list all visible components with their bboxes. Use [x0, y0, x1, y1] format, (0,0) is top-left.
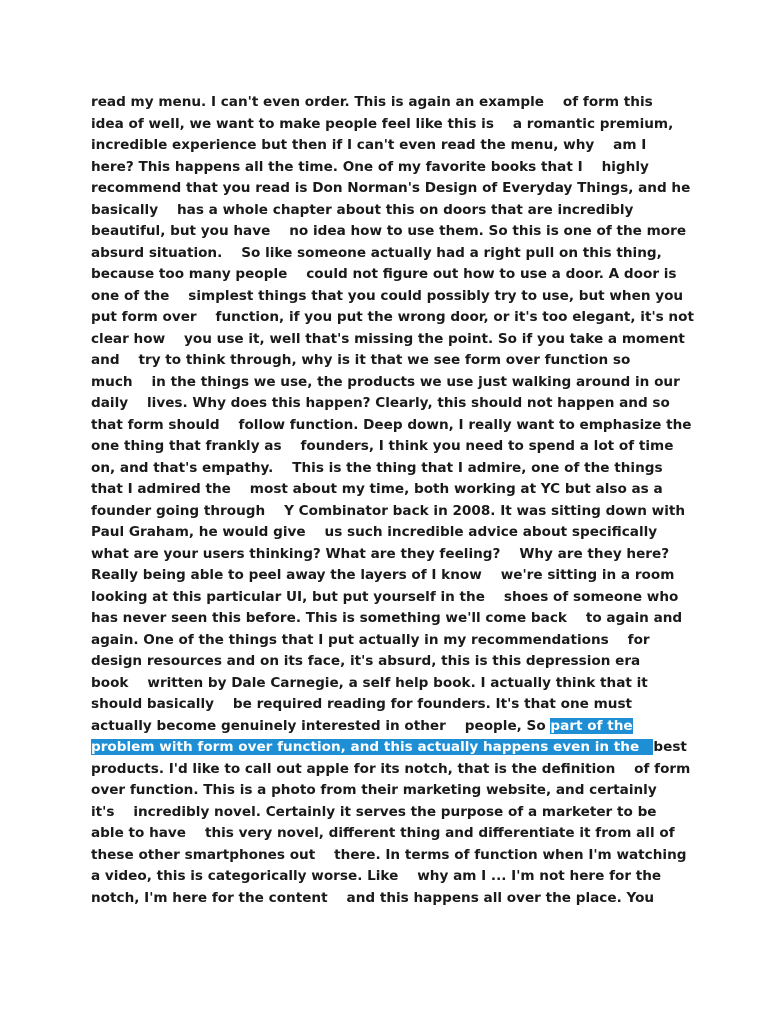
text-line	[91, 802, 691, 824]
text-line	[91, 178, 691, 200]
text-line	[91, 888, 691, 910]
text-line	[91, 157, 691, 179]
text-run: put form over function, if you put the wrong door, or it's too elegant, it's not	[91, 309, 694, 325]
text-run: best	[653, 739, 687, 755]
text-line	[91, 780, 691, 802]
highlighted-text: part of the	[550, 717, 633, 734]
text-run: again. One of the things that I put actually in my recommendations for	[91, 631, 650, 648]
text-line	[91, 673, 691, 695]
text-run: able to have this very novel, different thing and differentiate it from all of	[91, 825, 675, 841]
text-line	[91, 737, 691, 759]
text-run: these other smartphones out there. In terms of function when I'm watching	[91, 846, 687, 863]
text-run: recommend that you read is Don Norman's Design of Everyday Things, and he	[91, 180, 691, 196]
text-line	[91, 436, 691, 458]
text-line	[91, 114, 691, 136]
text-run: products. I'd like to call out apple for its notch, that is the definition of form	[91, 760, 691, 777]
text-run: it's incredibly novel. Certainly it serves the purpose of a marketer to be	[91, 803, 657, 820]
text-run: one of the simplest things that you could possibly try to use, but when you	[91, 287, 684, 304]
text-run: that I admired the most about my time, both working at YC but also as a	[91, 481, 663, 497]
text-run: read my menu. I can't even order. This is again an example of form this	[91, 94, 653, 110]
text-line	[91, 587, 691, 609]
text-line	[91, 694, 691, 716]
text-run: Paul Graham, he would give us such incredible advice about specifically	[91, 524, 658, 540]
text-run: daily lives. Why does this happen? Clearly, this should not happen and so	[91, 395, 670, 411]
text-line	[91, 393, 691, 415]
text-line	[91, 92, 691, 114]
text-run: has never seen this before. This is something we'll come back to again and	[91, 610, 683, 626]
text-run: incredible experience but then if I can't even read the menu, why am I	[91, 137, 647, 153]
text-run: absurd situation. So like someone actually had a right pull on this thing,	[91, 244, 662, 261]
text-line	[91, 866, 691, 888]
text-run: design resources and on its face, it's absurd, this is this depression era	[91, 653, 641, 669]
text-line	[91, 372, 691, 394]
text-run: a video, this is categorically worse. Like why am I ... I'm not here for the	[91, 868, 662, 884]
highlighted-text: problem with form over function, and this actually happens even in the	[91, 739, 654, 755]
text-run: one thing that frankly as founders, I think you need to spend a lot of time	[91, 438, 674, 454]
text-line	[91, 329, 691, 351]
text-line	[91, 823, 691, 845]
text-line	[91, 221, 691, 243]
text-line	[91, 350, 691, 372]
text-line	[91, 200, 691, 222]
text-run: looking at this particular UI, but put yourself in the shoes of someone who	[91, 588, 679, 605]
text-run: over function. This is a photo from their marketing website, and certainly	[91, 782, 657, 798]
text-run: founder going through Y Combinator back in 2008. It was sitting down with	[91, 502, 686, 519]
text-run: that form should follow function. Deep down, I really want to emphasize the	[91, 416, 692, 433]
text-line	[91, 608, 691, 630]
text-run: because too many people could not figure out how to use a door. A door is	[91, 266, 677, 282]
text-line	[91, 544, 691, 566]
text-line	[91, 651, 691, 673]
text-run: on, and that's empathy. This is the thing that I admire, one of the things	[91, 459, 663, 476]
text-line	[91, 264, 691, 286]
text-run: notch, I'm here for the content and this happens all over the place. You	[91, 889, 655, 906]
text-run: clear how you use it, well that's missing the point. So if you take a moment	[91, 330, 685, 347]
text-line	[91, 307, 694, 329]
text-line	[91, 243, 691, 265]
text-line	[91, 522, 691, 544]
text-line	[91, 479, 691, 501]
text-line	[91, 501, 691, 523]
text-run: here? This happens all the time. One of my favorite books that I highly	[91, 158, 649, 175]
text-line	[91, 415, 691, 437]
text-line	[91, 845, 691, 867]
text-line	[91, 135, 691, 157]
text-line	[91, 759, 691, 781]
text-line	[91, 565, 691, 587]
text-run: basically has a whole chapter about this on doors that are incredibly	[91, 201, 634, 218]
text-run: much in the things we use, the products we use just walking around in our	[91, 373, 680, 390]
text-run: and try to think through, why is it that we see form over function so	[91, 352, 631, 368]
text-run: should basically be required reading for founders. It's that one must	[91, 696, 633, 712]
text-line	[91, 630, 691, 652]
text-run: Really being able to peel away the layers of I know we're sitting in a room	[91, 567, 675, 583]
text-run: book written by Dale Carnegie, a self help book. I actually think that it	[91, 674, 648, 691]
text-run: what are your users thinking? What are they feeling? Why are they here?	[91, 545, 670, 562]
text-run: actually become genuinely interested in other people, So	[91, 717, 551, 734]
text-line	[91, 286, 691, 308]
text-run: beautiful, but you have no idea how to use them. So this is one of the more	[91, 223, 687, 239]
text-run: idea of well, we want to make people feel like this is a romantic premium,	[91, 115, 674, 132]
text-line	[91, 716, 691, 738]
text-line	[91, 458, 691, 480]
transcript-text	[91, 92, 694, 909]
